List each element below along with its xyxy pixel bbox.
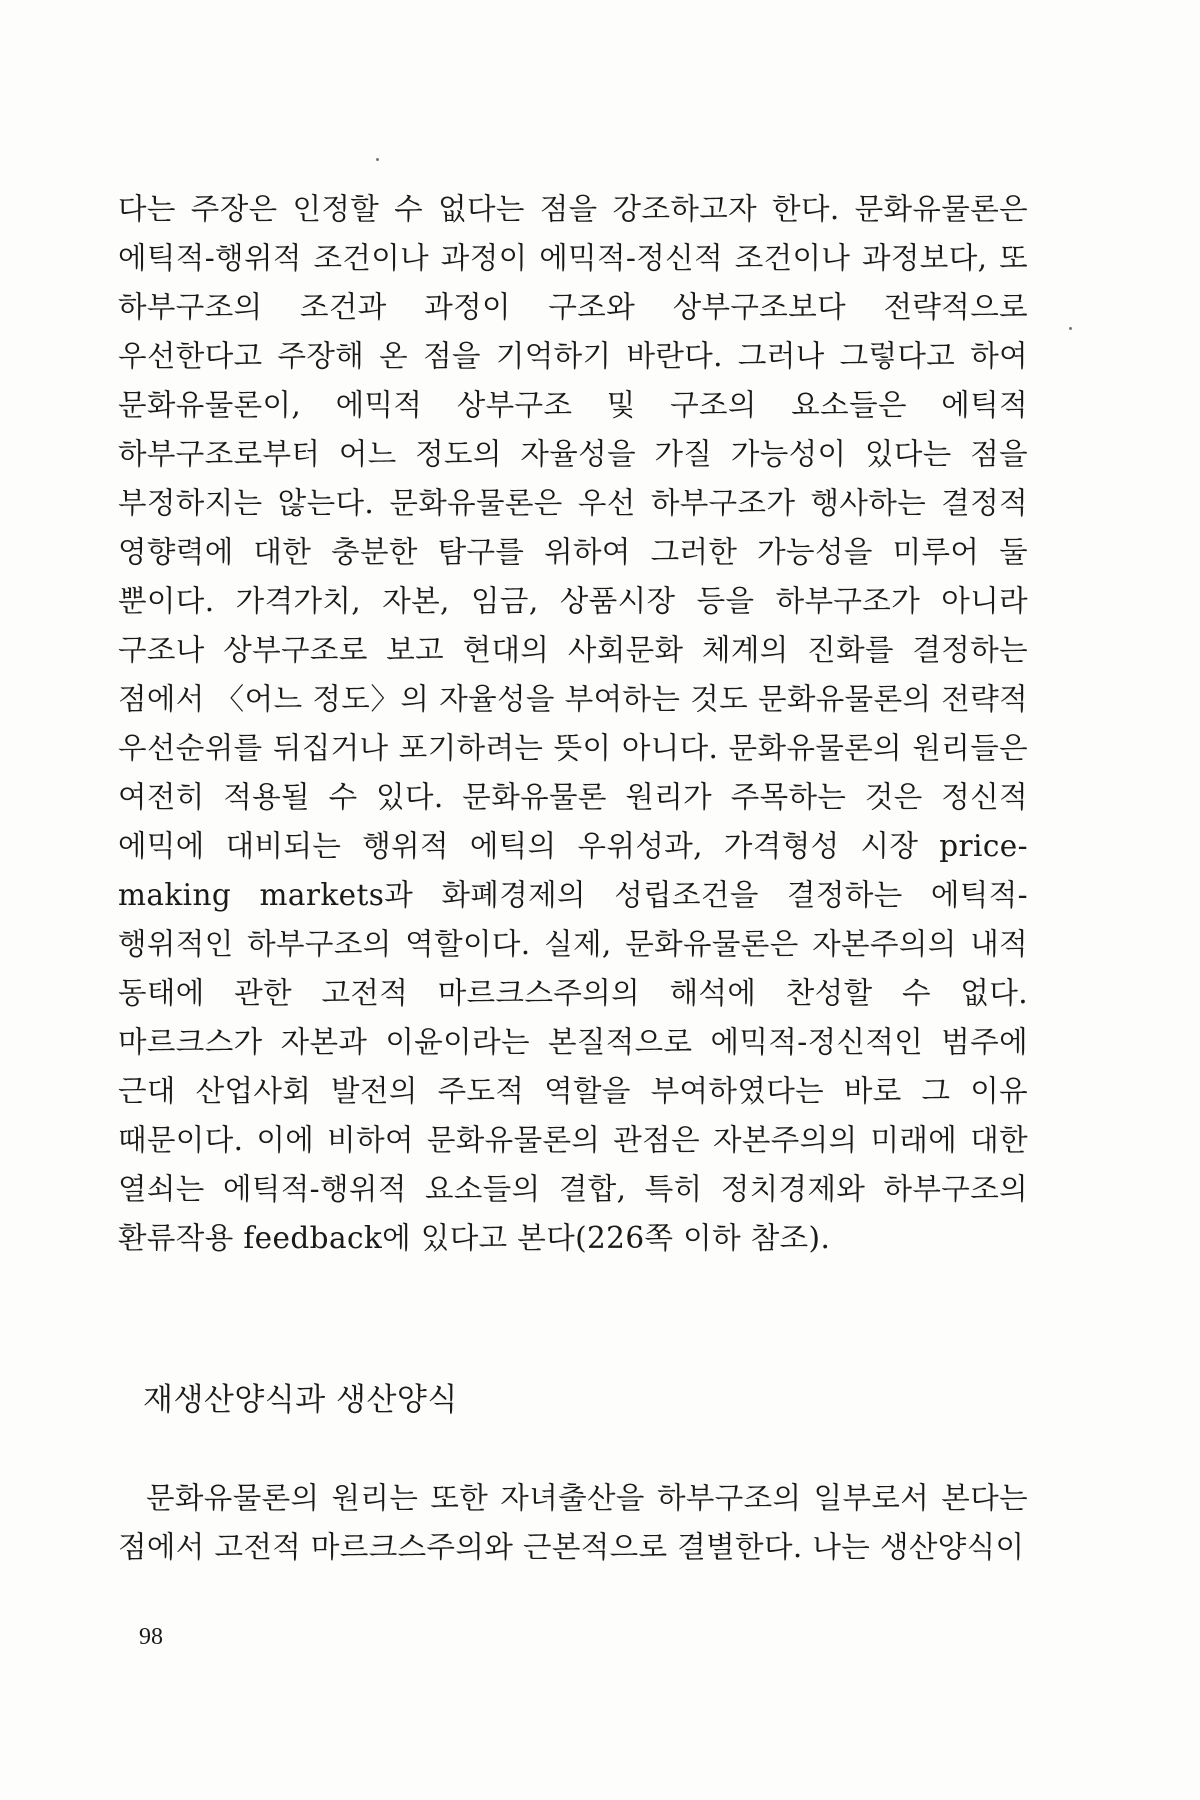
scan-speck (1069, 327, 1072, 330)
body-paragraph-continued: 문화유물론의 원리는 또한 자녀출산을 하부구조의 일부로서 본다는 점에서 고전적 마르크스주의와 근본적으로 결별한다. 나는 생산양식이 (118, 1481, 1028, 1564)
body-paragraph: 다는 주장은 인정할 수 없다는 점을 강조하고자 한다. 문화유물론은 에틱적-행위적 조건이나 과정이 에믹적-정신적 조건이나 과정보다, 또 하부구조의 조건과 과정이 구조와 상부구조보다 전략적으로 우선한다고 주장해 온 점을 기억하기 바란다. 그러나 그렇다고 하여 문화유물론이, 에믹적 상부구조 및 구조의 요소들은 에틱적 하부구조로부터 어느 정도의 자율성을 가질 가능성이 있다는 점을 부정하지는 않는다. 문화유물론은 우선 하부구조가 행사하는 결정적 영향력에 대한 충분한 탐구를 위하여 그러한 가능성을 미루어 둘 뿐이다. 가격가치, 자본, 임금, 상품시장 등을 하부구조가 아니라 구조나 상부구조로 보고 현대의 사회문화 체계의 진화를 결정하는 점에서 〈어느 정도〉의 자율성을 부여하는 것도 문화유물론의 전략적 우선순위를 뒤집거나 포기하려는 뜻이 아니다. 문화유물론의 원리들은 여전히 적용될 수 있다. 문화유물론 원리가 주목하는 것은 정신적 에믹에 대비되는 행위적 에틱의 우위성과, 가격형성 시장 price-making markets과 화폐경제의 성립조건을 결정하는 에틱적-행위적인 하부구조의 역할이다. 실제, 문화유물론은 자본주의의 내적 동태에 관한 고전적 마르크스주의의 해석에 찬성할 수 없다. 마르크스가 자본과 이윤이라는 본질적으로 에믹적-정신적인 범주에 근대 산업사회 발전의 주도적 역할을 부여하였다는 바로 그 이유 때문이다. 이에 비하여 문화유물론의 관점은 자본주의의 미래에 대한 열쇠는 에틱적-행위적 요소들의 결합, 특히 정치경제와 하부구조의 환류작용 feedback에 있다고 본다(226쪽 이하 참조). (118, 192, 1028, 1255)
scan-speck (376, 158, 379, 161)
section-heading: 재생산양식과 생산양식 (143, 1382, 458, 1418)
page-number: 98 (139, 1624, 163, 1650)
